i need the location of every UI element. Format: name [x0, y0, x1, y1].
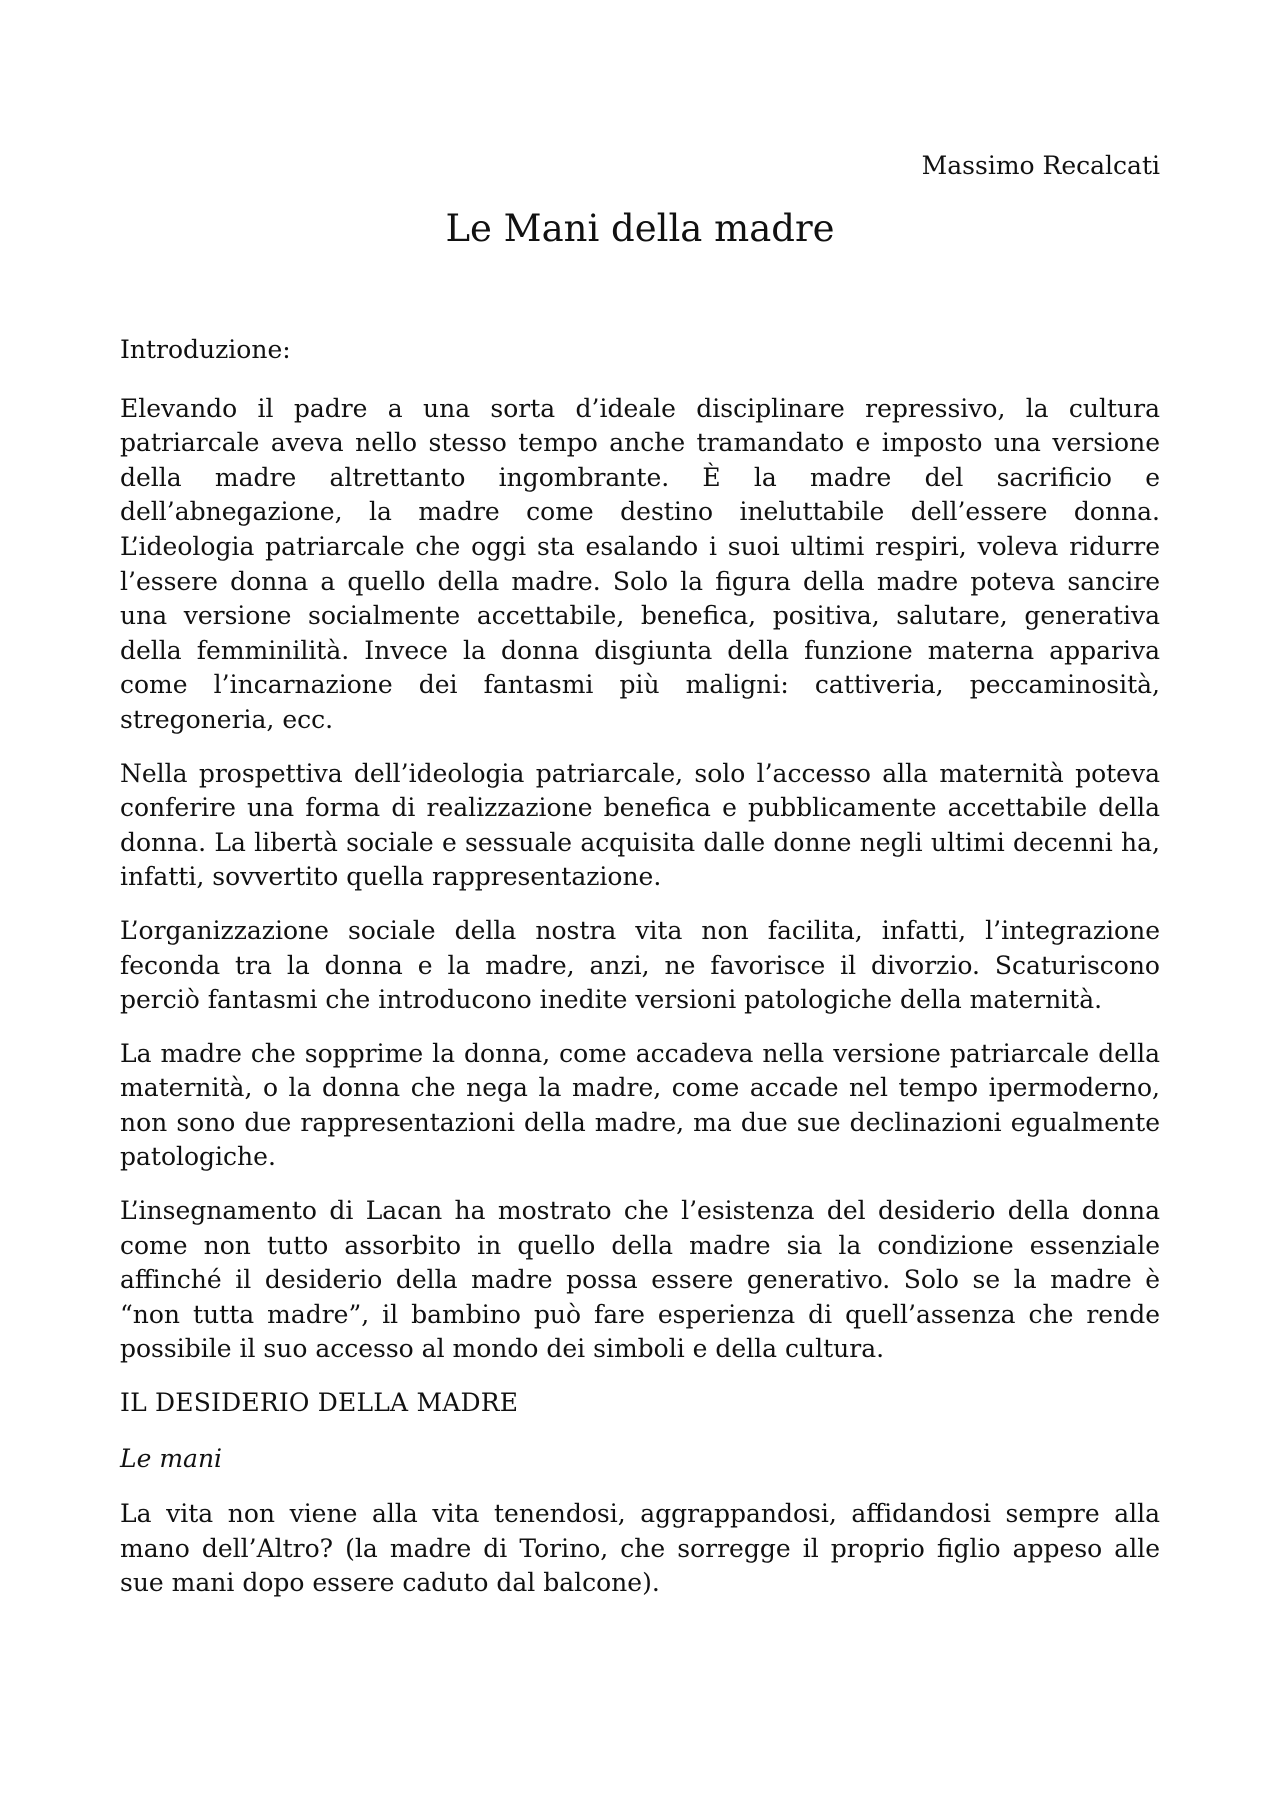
paragraph-3: L’organizzazione sociale della nostra vita non facilita, infatti, l’integrazione feconda tra la donna e la madre, anzi, ne favorisce il divorzio. Scaturiscono perciò fantasmi che introducono inedite versioni patologiche della maternità. [120, 915, 1160, 1015]
paragraph-5: L’insegnamento di Lacan ha mostrato che l’esistenza del desiderio della donna come non tutto assorbito in quello della madre sia la condizione essenziale affinché il desiderio della madre possa essere generativo. Solo se la madre è “non tutta madre”, il bambino può fare esperienza di quell’assenza che rende possibile il suo accesso al mondo dei simboli e della cultura. [120, 1196, 1160, 1364]
final-paragraph: La vita non viene alla vita tenendosi, aggrappandosi, affidandosi sempre alla mano dell’Altro? (la madre di Torino, che sorregge il proprio figlio appeso alle sue mani dopo essere caduto dal balcone). [120, 1499, 1160, 1598]
section-heading: IL DESIDERIO DELLA MADRE [120, 1388, 519, 1418]
document-title: Le Mani della madre [445, 207, 835, 250]
paragraph-4: La madre che sopprime la donna, come accadeva nella versione patriarcale della maternità, o la donna che nega la madre, come accade nel tempo ipermoderno, non sono due rappresentazioni della madre, ma due sue declinazioni egualmente patologiche. [120, 1038, 1160, 1172]
author-name: Massimo Recalcati [921, 151, 1160, 180]
paragraph-1: Elevando il padre a una sorta d’ideale disciplinare repressivo, la cultura patriarcale aveva nello stesso tempo anche tramandato e imposto una versione della madre altrettanto ingombrante. È la madre del sacrificio e dell’abnegazione, la madre come destino ineluttabile dell’essere donna. L’ideologia patriarcale che oggi sta esalando i suoi ultimi respiri, voleva ridurre l’essere donna a quello della madre. Solo la figura della madre poteva sancire una versione socialmente accettabile, benefica, positiva, salutare, generativa della femminilità. Invece la donna disgiunta della funzione materna appariva come l’incarnazione dei fantasmi più maligni: cattiveria, peccaminosità, stregoneria, ecc. [120, 393, 1160, 734]
document-body [120, 333, 1160, 1620]
subheading: Le mani [120, 1443, 223, 1473]
introduction-label: Introduzione: [120, 335, 291, 364]
paragraph-2: Nella prospettiva dell’ideologia patriarcale, solo l’accesso alla maternità poteva conferire una forma di realizzazione benefica e pubblicamente accettabile della donna. La libertà sociale e sessuale acquisita dalle donne negli ultimi decenni ha, infatti, sovvertito quella rappresentazione. [120, 758, 1160, 892]
